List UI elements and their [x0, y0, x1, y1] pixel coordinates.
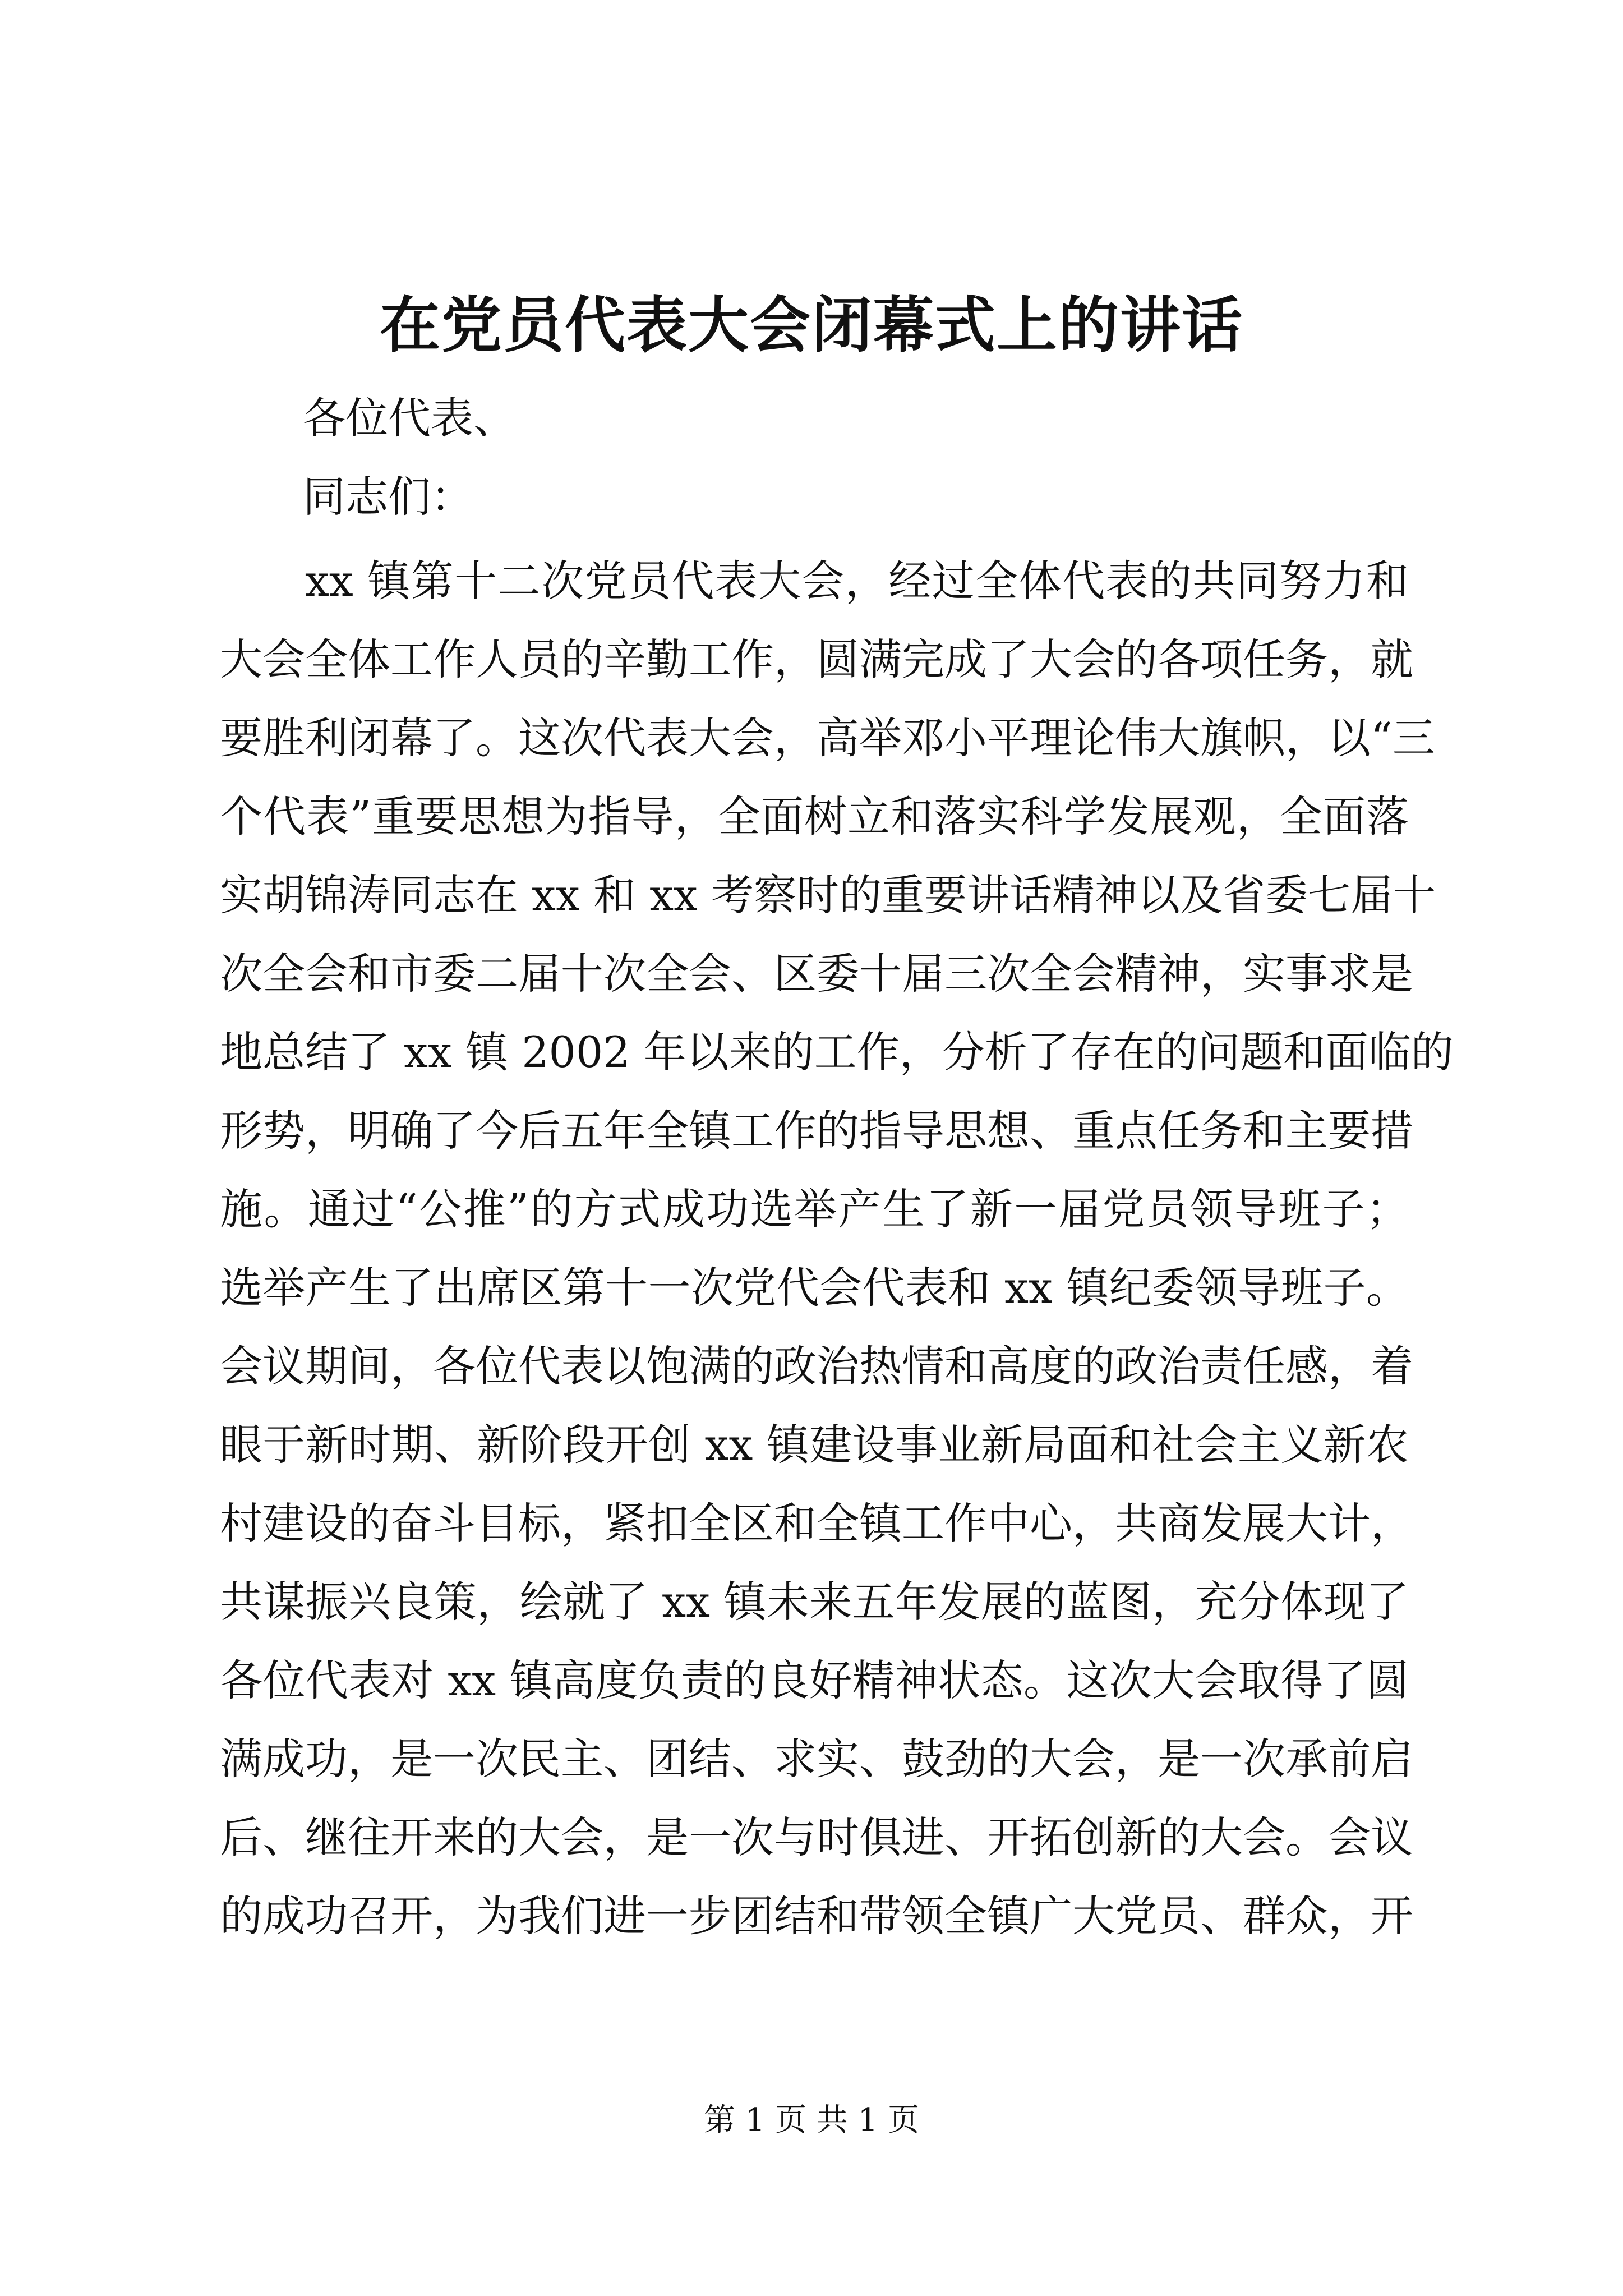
paragraph-line: 次全会和市委二届十次全会、区委十届三次全会精神，实事求是 — [220, 949, 1413, 999]
paragraph-line: 形势，明确了今后五年全镇工作的指导思想、重点任务和主要措 — [220, 1106, 1413, 1156]
salutation-line: 各位代表、 — [303, 393, 516, 443]
paragraph-line: 大会全体工作人员的辛勤工作，圆满完成了大会的各项任务，就 — [220, 634, 1413, 684]
paragraph-line: 眼于新时期、新阶段开创 xx 镇建设事业新局面和社会主义新农 — [220, 1420, 1409, 1470]
paragraph-line: 要胜利闭幕了。这次代表大会，高举邓小平理论伟大旗帜，以“三 — [220, 713, 1435, 763]
paragraph-line: 施。通过“公推”的方式成功选举产生了新一届党员领导班子； — [220, 1184, 1409, 1234]
paragraph-line: xx 镇第十二次党员代表大会，经过全体代表的共同努力和 — [305, 556, 1409, 606]
paragraph-line: 共谋振兴良策，绘就了 xx 镇未来五年发展的蓝图，充分体现了 — [220, 1577, 1409, 1627]
page-footer: 第 1 页 共 1 页 — [703, 2102, 920, 2138]
salutation-line: 同志们： — [303, 472, 473, 522]
paragraph-line: 满成功，是一次民主、团结、求实、鼓劲的大会，是一次承前启 — [220, 1734, 1413, 1784]
document-title: 在党员代表大会闭幕式上的讲话 — [379, 290, 1243, 361]
paragraph-line: 选举产生了出席区第十一次党代会代表和 xx 镇纪委领导班子。 — [220, 1263, 1409, 1313]
paragraph-line: 个代表”重要思想为指导，全面树立和落实科学发展观，全面落 — [220, 792, 1409, 841]
paragraph-line: 村建设的奋斗目标，紧扣全区和全镇工作中心，共商发展大计， — [220, 1498, 1413, 1548]
paragraph-line: 地总结了 xx 镇 2002 年以来的工作，分析了存在的问题和面临的 — [220, 1027, 1454, 1077]
paragraph-line: 会议期间，各位代表以饱满的政治热情和高度的政治责任感，着 — [220, 1341, 1413, 1391]
paragraph-line: 实胡锦涛同志在 xx 和 xx 考察时的重要讲话精神以及省委七届十 — [220, 870, 1436, 920]
paragraph-line: 的成功召开，为我们进一步团结和带领全镇广大党员、群众，开 — [220, 1891, 1413, 1941]
body-paragraph — [220, 542, 1454, 1955]
paragraph-line: 后、继往开来的大会，是一次与时俱进、开拓创新的大会。会议 — [220, 1812, 1413, 1862]
paragraph-line: 各位代表对 xx 镇高度负责的良好精神状态。这次大会取得了圆 — [220, 1655, 1409, 1705]
